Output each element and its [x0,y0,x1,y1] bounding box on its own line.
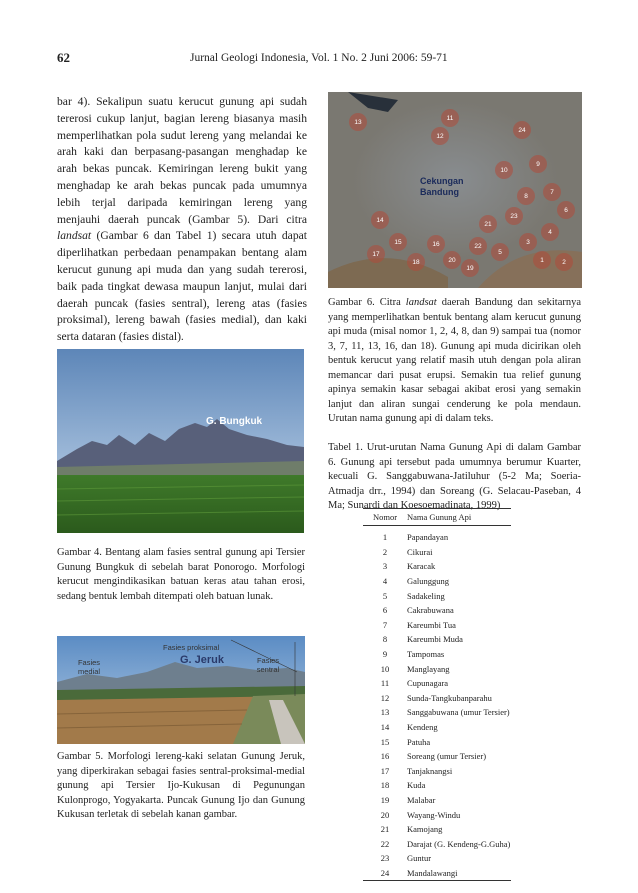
table-cell-nomor: 11 [380,678,390,689]
table-row [363,836,511,851]
table-row [363,866,511,881]
table-cell-nomor: 3 [382,561,388,572]
journal-header: Jurnal Geologi Indonesia, Vol. 1 No. 2 Juni 2006: 59-71 [190,52,448,64]
table-cell-nama: Cupunagara [407,678,449,689]
table-cell-nomor: 23 [380,853,390,864]
table-cell-nama: Sunda-Tangkubanparahu [407,692,492,703]
table-row [363,778,511,793]
table-row [363,647,511,662]
body-paragraph [57,94,307,346]
table-row [363,545,511,560]
table-cell-nomor: 12 [380,692,390,703]
table-cell-nama: Kareumbi Muda [407,634,463,645]
table-cell-nomor: 8 [382,634,388,645]
table-cell-nomor: 24 [363,866,407,881]
volcano-number-label: 1 [540,257,544,264]
page-number: 62 [57,50,70,65]
volcano-number-label: 18 [412,259,420,266]
table-cell-nomor: 16 [380,751,390,762]
figure6-caption-prefix: Gambar 6. Citra [328,297,406,308]
table-row [363,588,511,603]
volcano-number-label: 4 [548,229,552,236]
figure5-label-sentral: Fasies sentral [256,656,280,674]
table-cell-nama: Manglayang [407,663,450,674]
figure4-photo [57,349,304,533]
volcano-number-label: 10 [500,167,508,174]
table-cell-nama: Karacak [407,561,436,572]
table-cell-nomor: 10 [380,663,390,674]
table-row [363,764,511,779]
table-cell-nomor: 9 [382,649,388,660]
table-row [363,618,511,633]
volcano-number-label: 8 [524,193,528,200]
table-cell-nomor: 1 [382,532,388,543]
table-cell-nama: Guntur [407,853,432,864]
volcano-number-label: 3 [526,239,530,246]
body-text-italic: landsat [57,229,92,243]
table-cell-nama: Galunggung [407,576,450,587]
table-cell-nomor: 18 [380,780,390,791]
table-cell-nomor: 20 [380,809,390,820]
volcano-number-label: 14 [376,217,384,224]
figure5-caption: Gambar 5. Morfologi lereng-kaki selatan Gunung Jeruk, yang diperkirakan sebagai fasies sentral-proksimal-medial gunung api Tersier Ijo-Kukusan di Pegunungan Kulonprogo, Yogyakarta. Puncak Gunung Ijo dan Gunung Kukusan terletak di sebelah kanan gambar. [57,751,305,820]
volcano-number-label: 13 [354,119,362,126]
table-cell-nomor: 7 [382,619,388,630]
table-cell-nomor: 5 [382,590,388,601]
figure6-caption-italic: landsat [405,297,437,308]
table-cell-nomor: 2 [382,546,388,557]
volcano-number-label: 15 [394,239,402,246]
volcano-number-label: 12 [436,133,444,140]
table-row [363,705,511,720]
body-text-part1: bar 4). Sekalipun suatu kerucut gunung api sudah tererosi cukup lanjut, bagian lereng biasanya masih memperlihatkan pola sudut lereng yang melandai ke arah kaki dan berpasang-pasangan menghadap ke arah bekas puncak. Kemiringan lereng bukit yang menghadap ke arah bekas puncak pada umumnya lebih terjal daripada kemiringan lereng yang menjauhi daerah puncak (Gambar 5). Dari citra [57,95,307,226]
table-cell-nama: Malabar [407,794,436,805]
table-cell-nomor: 6 [382,605,388,616]
table-cell-nama: Mandalawangi [407,866,511,881]
table-row [363,676,511,691]
table-row [363,574,511,589]
table-cell-nama: Tanjaknangsi [407,765,453,776]
volcano-number-label: 20 [448,257,456,264]
volcano-number-label: 9 [536,161,540,168]
table-row [363,691,511,706]
figure5-photo [57,636,305,744]
table-cell-nomor: 19 [380,794,390,805]
figure4-label: G. Bungkuk [206,416,263,427]
figure4-caption: Gambar 4. Bentang alam fasies sentral gunung api Tersier Gunung Bungkuk di sebelah barat Ponorogo. Morfologi kerucut mengindikasikan batuan keras atau tahan erosi, sedang bentuk lembah ditempati oleh batuan lunak. [57,547,305,602]
volcano-number-label: 23 [510,213,518,220]
table-cell-nama: Sanggabuwana (umur Tersier) [407,707,510,718]
figure6-caption [328,296,581,427]
table-row [363,632,511,647]
table-row [363,807,511,822]
volcano-number-label: 6 [564,207,568,214]
table-row [363,749,511,764]
figure4-illustration [57,349,304,533]
table-row [363,793,511,808]
volcano-table [363,508,511,881]
table-cell-nomor: 17 [380,765,390,776]
table1-caption: Tabel 1. Urut-urutan Nama Gunung Api di dalam Gambar 6. Gunung api tersebut pada umumnya berumur Kuarter, kecuali G. Sanggabuwana-Jatiluhur (5-2 Ma; Soeria-Atmadja drr., 1994) dan Soreang (G. Selacau-Paseban, 4 Ma; Sunardi dan Koesoemadinata, 1999) [328,442,581,511]
volcano-number-label: 22 [474,243,482,250]
body-text-part2: (Gambar 6 dan Tabel 1) secara utuh dapat diperlihatkan perbedaan penampakan bentang alam kerucut gunung api muda dan yang sudah tererosi, baik pada tingkat dewasa maupun lanjut, mulai dari daerah puncak (fasies sentral), lereng atas (fasies proksimal), lereng bawah (fasies medial), dan kaki serta dataran (fasies distal). [57,229,307,344]
figure5-label-main: G. Jeruk [180,654,225,666]
table-cell-nomor: 15 [380,736,390,747]
volcano-number-label: 17 [372,251,380,258]
table-row [363,559,511,574]
volcano-number-label: 5 [498,249,502,256]
table-cell-nama: Tampomas [407,649,445,660]
table-cell-nama: Darajat (G. Kendeng-G.Guha) [407,838,511,849]
figure5-label-proksimal: Fasies proksimal [163,643,220,652]
table-row [363,720,511,735]
table-cell-nama: Soreang (umur Tersier) [407,751,487,762]
table-cell-nama: Wayang-Windu [407,809,461,820]
table-row [363,734,511,749]
volcano-number-label: 21 [484,221,492,228]
table-cell-nama: Kuda [407,780,426,791]
table-cell-nama: Kareumbi Tua [407,619,456,630]
volcano-number-label: 19 [466,265,474,272]
table-cell-nama: Kendeng [407,722,438,733]
table-cell-nomor: 21 [380,824,390,835]
table-row [363,822,511,837]
table-row [363,603,511,618]
volcano-number-label: 7 [550,189,554,196]
table-row [363,661,511,676]
table-cell-nama: Papandayan [407,532,449,543]
table-row [363,851,511,866]
volcano-number-label: 2 [562,259,566,266]
volcano-number-label: 16 [432,241,440,248]
table-cell-nama: Cakrabuwana [407,605,454,616]
volcano-number-label: 24 [518,127,526,134]
figure5-illustration [57,636,305,744]
table-header-nomor: Nomor [363,509,407,526]
figure6-caption-rest: daerah Bandung dan sekitarnya yang memperlihatkan bentuk bentang alam kerucut gunung api muda (misal nomor 1, 2, 4, 8, dan 9) sampai tua (nomor 3, 7, 11, 13, 16, dan 18). Gunung api muda dicirikan oleh bentuk kerucut yang relatif masih utuh dengan pola aliran memancar dari pusat erupsi. Semakin tua relief gunung apinya semakin kasar sebagai akibat erosi yang semakin lanjut dan aliran sungai cenderung ke pola mendaun. Urutan nama gunung api di dalam teks. [328,297,582,424]
table-cell-nama: Sadakeling [407,590,445,601]
figure5-label-medial: Fasies medial [77,658,101,676]
table-cell-nomor: 14 [380,722,390,733]
table-row [363,526,511,545]
figure6-landsat-image [328,92,582,288]
table-cell-nomor: 4 [382,576,388,587]
table-header-nama: Nama Gunung Api [407,509,511,526]
figure6-basin-label: Cekungan Bandung [420,176,464,197]
table-cell-nama: Cikurai [407,546,433,557]
volcano-number-label: 11 [446,115,454,122]
table-cell-nomor: 13 [380,707,390,718]
table-cell-nomor: 22 [380,838,390,849]
table-cell-nama: Patuha [407,736,431,747]
table-cell-nama: Kamojang [407,824,443,835]
